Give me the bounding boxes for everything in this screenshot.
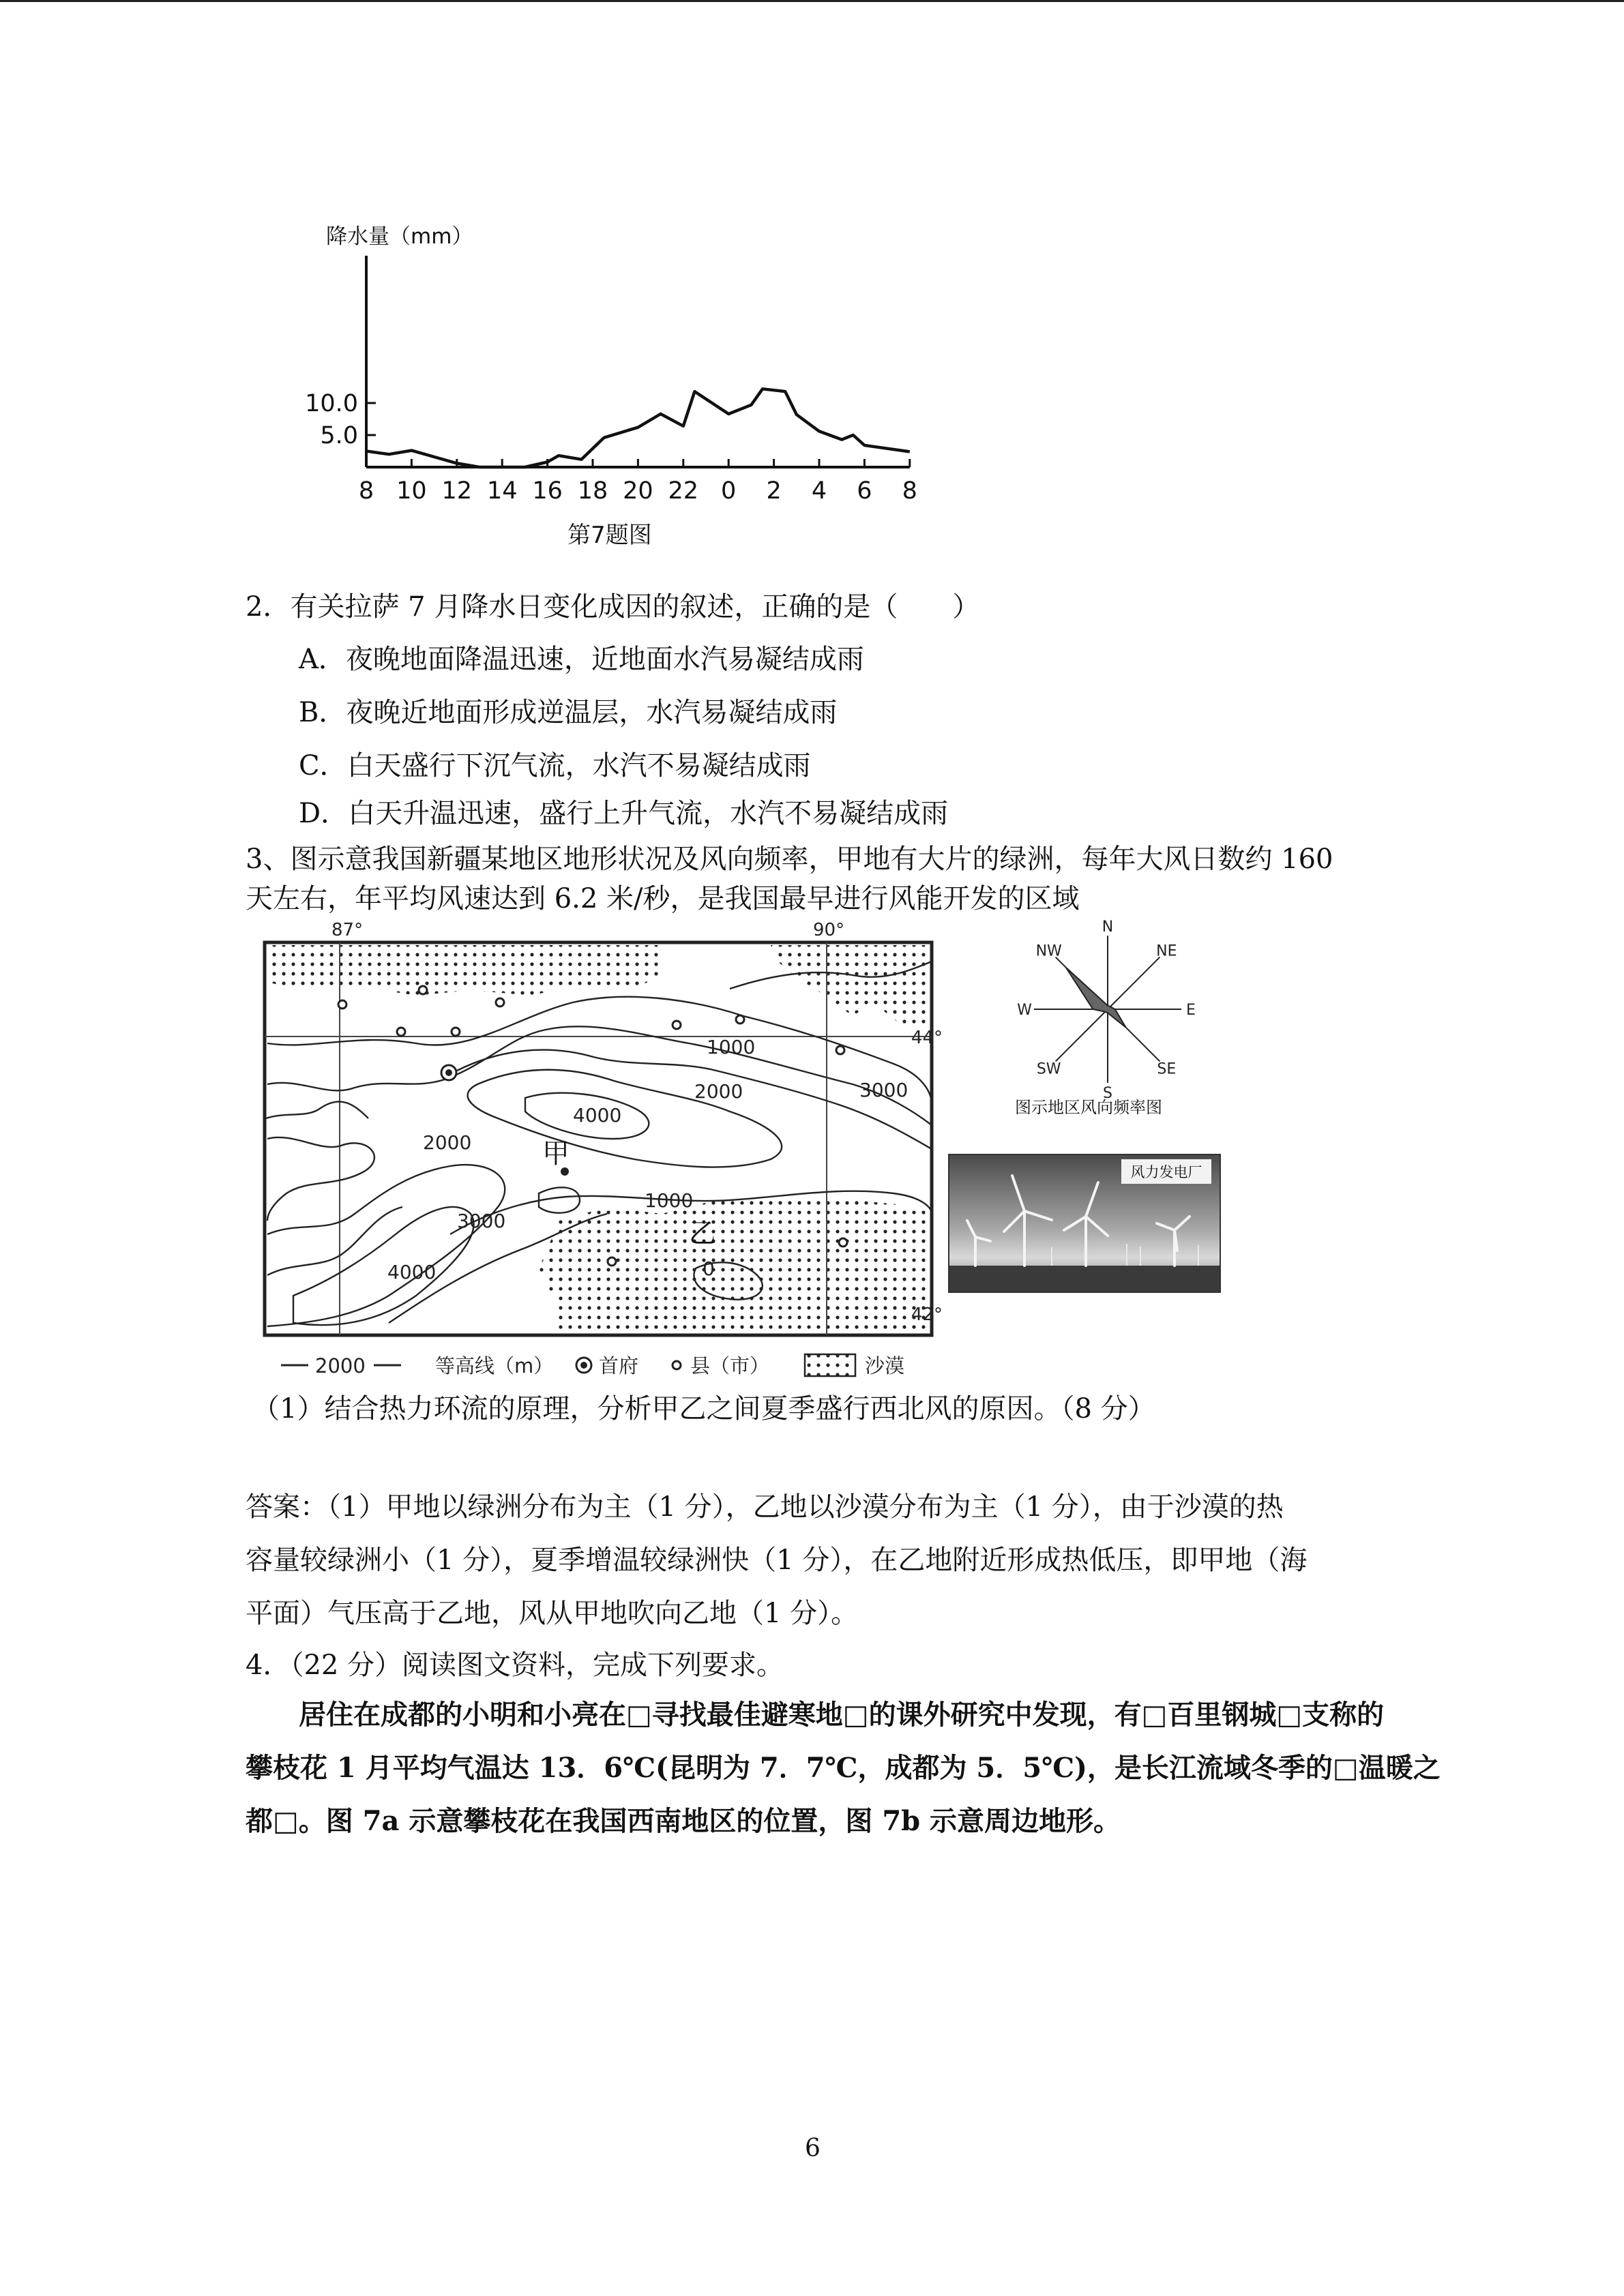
wind-direction-label: W [1017, 1002, 1032, 1019]
x-tick-label: 18 [577, 477, 608, 505]
x-tick-label: 22 [668, 477, 699, 505]
precipitation-ylabel: 降水量（mm） [326, 224, 473, 249]
county-marker [397, 1028, 405, 1036]
precipitation-chart [300, 215, 948, 556]
precipitation-chart-svg [300, 215, 948, 556]
wind-rose-axis [1108, 957, 1160, 1009]
x-tick-label: 8 [358, 477, 374, 505]
x-tick-label: 2 [766, 477, 782, 505]
question-2-stem: 2．有关拉萨 7 月降水日变化成因的叙述，正确的是（ ） [246, 591, 980, 623]
question-4-paragraph-line-2: 攀枝花 1 月平均气温达 13．6℃(昆明为 7．7℃，成都为 5．5℃)，是长江流域冬季的□温暖之 [246, 1752, 1441, 1784]
wind-direction-label: SW [1036, 1060, 1061, 1078]
x-tick-label: 4 [811, 477, 827, 505]
wind-direction-label: S [1103, 1085, 1112, 1102]
question-2-option-a: A．夜晚地面降温迅速，近地面水汽易凝结成雨 [299, 644, 864, 675]
county-marker [836, 1046, 844, 1054]
county-marker [338, 1000, 346, 1009]
wind-direction-label: NW [1035, 942, 1062, 960]
wind-rose-axis [1056, 1009, 1108, 1061]
x-tick-label: 16 [532, 477, 563, 505]
x-tick-label: 10 [396, 477, 427, 505]
question-4-paragraph-line-3: 都□。图 7a 示意攀枝花在我国西南地区的位置，图 7b 示意周边地形。 [246, 1805, 1121, 1837]
precipitation-series-line [366, 389, 910, 467]
wind-direction-label: E [1186, 1002, 1196, 1019]
wind-direction-label: N [1102, 919, 1114, 936]
wind-farm-photo-svg [949, 1155, 1220, 1292]
wind-rose-caption: 图示地区风向频率图 [1015, 1098, 1162, 1117]
question-3-stem-line-1: 3、图示意我国新疆某地区地形状况及风向频率，甲地有大片的绿洲，每年大风日数约 160 [246, 844, 1333, 875]
longitude-label: 90° [813, 920, 845, 940]
question-2-option-b: B．夜晚近地面形成逆温层，水汽易凝结成雨 [299, 697, 838, 728]
question-2-option-c: C．白天盛行下沉气流，水汽不易凝结成雨 [299, 750, 811, 781]
capital-marker-center [445, 1069, 452, 1076]
contour-label: 2000 [694, 1080, 743, 1103]
latitude-label: 44° [911, 1028, 943, 1048]
contour-label: 2000 [423, 1131, 472, 1154]
contour-label: 1000 [707, 1036, 756, 1058]
county-marker [452, 1028, 460, 1036]
legend-contour-value: 2000 [315, 1354, 366, 1377]
map-legend [281, 1354, 904, 1377]
y-tick-label: 5.0 [320, 422, 358, 449]
y-tick-label: 10.0 [305, 390, 358, 417]
county-marker [736, 1015, 744, 1024]
county-marker [496, 998, 504, 1007]
county-marker [419, 986, 427, 994]
legend-capital: 首府 [599, 1354, 639, 1377]
contour-label: 0 [703, 1257, 715, 1280]
legend-desert: 沙漠 [865, 1354, 905, 1377]
photo-caption: 风力发电厂 [1130, 1164, 1202, 1180]
question-3-stem-line-2: 天左右，年平均风速达到 6.2 米/秒，是我国最早进行风能开发的区域 [246, 883, 1080, 914]
contour-label: 3000 [457, 1210, 506, 1232]
question-4-stem: 4．（22 分）阅读图文资料，完成下列要求。 [246, 1650, 784, 1681]
topographic-map-svg [252, 914, 941, 1391]
topographic-map [252, 914, 941, 1391]
county-marker [839, 1238, 847, 1247]
place-label-yi: 乙 [689, 1218, 716, 1249]
wind-direction-label: SE [1157, 1060, 1177, 1078]
latitude-label: 42° [911, 1304, 943, 1325]
precipitation-caption: 第7题图 [567, 522, 652, 549]
contour-label: 4000 [387, 1261, 437, 1283]
x-tick-label: 6 [857, 477, 872, 505]
contour-label: 1000 [645, 1189, 694, 1212]
question-3-sub-question: （1）结合热力环流的原理，分析甲乙之间夏季盛行西北风的原因。（8 分） [252, 1393, 1155, 1425]
x-tick-label: 14 [486, 477, 518, 505]
county-marker [608, 1257, 616, 1266]
page-number: 6 [805, 2134, 821, 2162]
wind-direction-label: NE [1156, 942, 1177, 960]
legend-contour-label: 等高线（m） [435, 1354, 554, 1377]
county-marker [673, 1021, 681, 1029]
contour-label: 4000 [573, 1104, 622, 1127]
x-tick-label: 20 [623, 477, 653, 505]
longitude-label: 87° [331, 920, 364, 940]
legend-county: 县（市） [690, 1354, 770, 1377]
contour-label: 3000 [859, 1079, 909, 1101]
answer-line-2: 容量较绿洲小（1 分），夏季增温较绿洲快（1 分），在乙地附近形成热低压，即甲地（海 [246, 1545, 1308, 1576]
answer-line-3: 平面）气压高于乙地，风从甲地吹向乙地（1 分）。 [246, 1598, 859, 1629]
wind-farm-photo [948, 1154, 1221, 1293]
place-label-jia: 甲 [542, 1138, 570, 1169]
question-2-option-d: D．白天升温迅速，盛行上升气流，水汽不易凝结成雨 [299, 798, 949, 829]
page-top-border [0, 0, 1624, 2]
x-tick-label: 12 [441, 477, 473, 505]
answer-line-1: 答案：（1）甲地以绿洲分布为主（1 分），乙地以沙漠分布为主（1 分），由于沙漠的热 [246, 1491, 1284, 1523]
x-tick-label: 8 [902, 477, 917, 505]
wind-frequency-polygon [1066, 968, 1126, 1028]
question-4-paragraph-line-1: 居住在成都的小明和小亮在□寻找最佳避寒地□的课外研究中发现，有□百里钢城□支称的 [299, 1699, 1385, 1731]
x-tick-label: 0 [721, 477, 737, 505]
